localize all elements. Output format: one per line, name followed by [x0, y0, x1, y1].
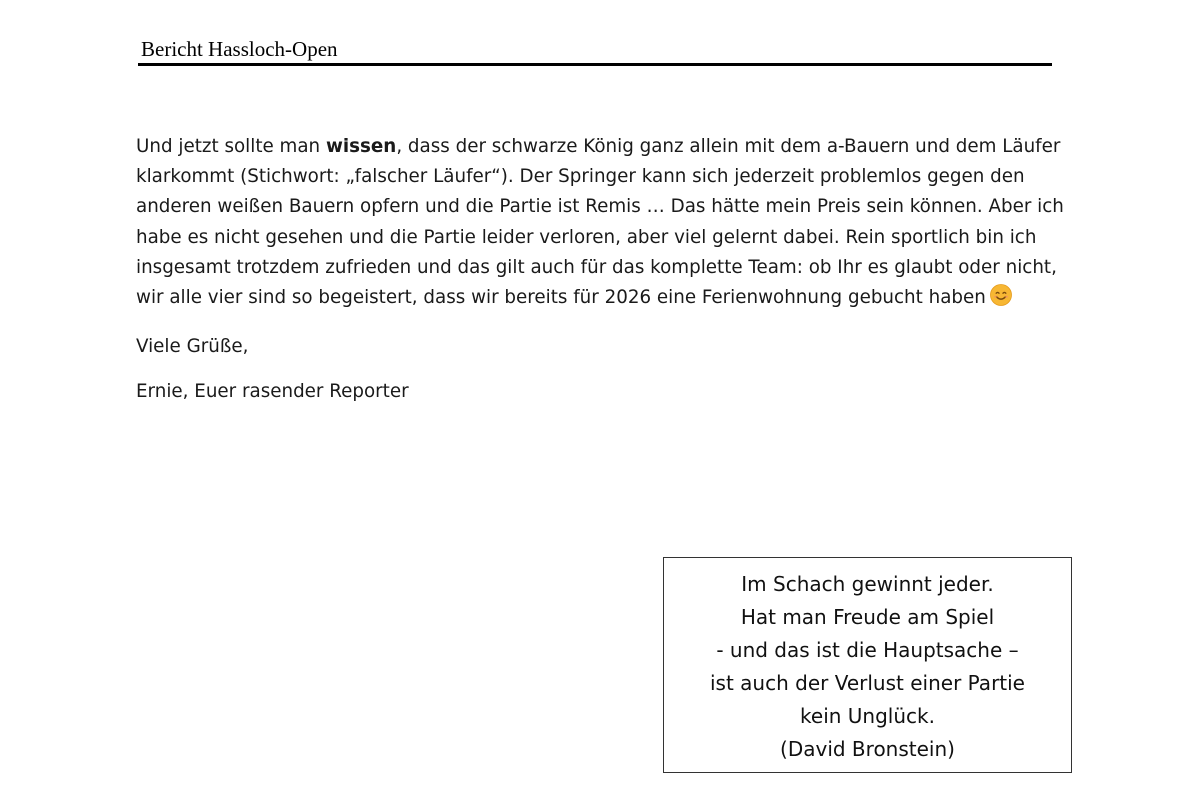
quote-line: ist auch der Verlust einer Partie	[710, 671, 1025, 695]
paragraph-line-5: insgesamt trotzdem zufrieden und das gilt auch für das komplette Team: ob Ihr es glaubt oder nicht,	[136, 256, 1057, 278]
paragraph-line-4: habe es nicht gesehen und die Partie leider verloren, aber viel gelernt dabei. Rein sportlich bin ich	[136, 226, 1037, 248]
paragraph-line-2: klarkommt (Stichwort: „falscher Läufer“). Der Springer kann sich jederzeit problemlos gegen den	[136, 166, 1025, 188]
smiling-face-icon	[990, 284, 1012, 306]
closing-greeting: Viele Grüße,	[136, 336, 249, 357]
quote-box	[663, 557, 1072, 773]
paragraph-line-6	[136, 283, 1076, 313]
document-header-title: Bericht Hassloch-Open	[141, 37, 338, 61]
paragraph-line-1	[136, 132, 1076, 162]
paragraph-line-1-start: Und jetzt sollte man	[136, 136, 326, 157]
quote-line: Im Schach gewinnt jeder.	[741, 572, 994, 596]
quote-line: Hat man Freude am Spiel	[740, 605, 995, 629]
quote-author: (David Bronstein)	[780, 737, 955, 761]
paragraph-line-6-text: wir alle vier sind so begeistert, dass wir bereits für 2026 eine Ferienwohnung gebucht haben	[136, 287, 986, 309]
quote-line: - und das ist die Hauptsache –	[716, 638, 1019, 662]
paragraph-line-1-end: , dass der schwarze König ganz allein mit dem a-Bauern und dem Läufer	[396, 136, 1061, 157]
paragraph-line-3: anderen weißen Bauern opfern und die Partie ist Remis … Das hätte mein Preis sein können. Aber ich	[136, 196, 1064, 218]
header-divider	[138, 63, 1052, 66]
emphasis-word: wissen	[325, 136, 397, 157]
author-signature: Ernie, Euer rasender Reporter	[136, 381, 409, 402]
quote-line: kein Unglück.	[800, 704, 935, 728]
report-paragraph	[136, 132, 1076, 313]
